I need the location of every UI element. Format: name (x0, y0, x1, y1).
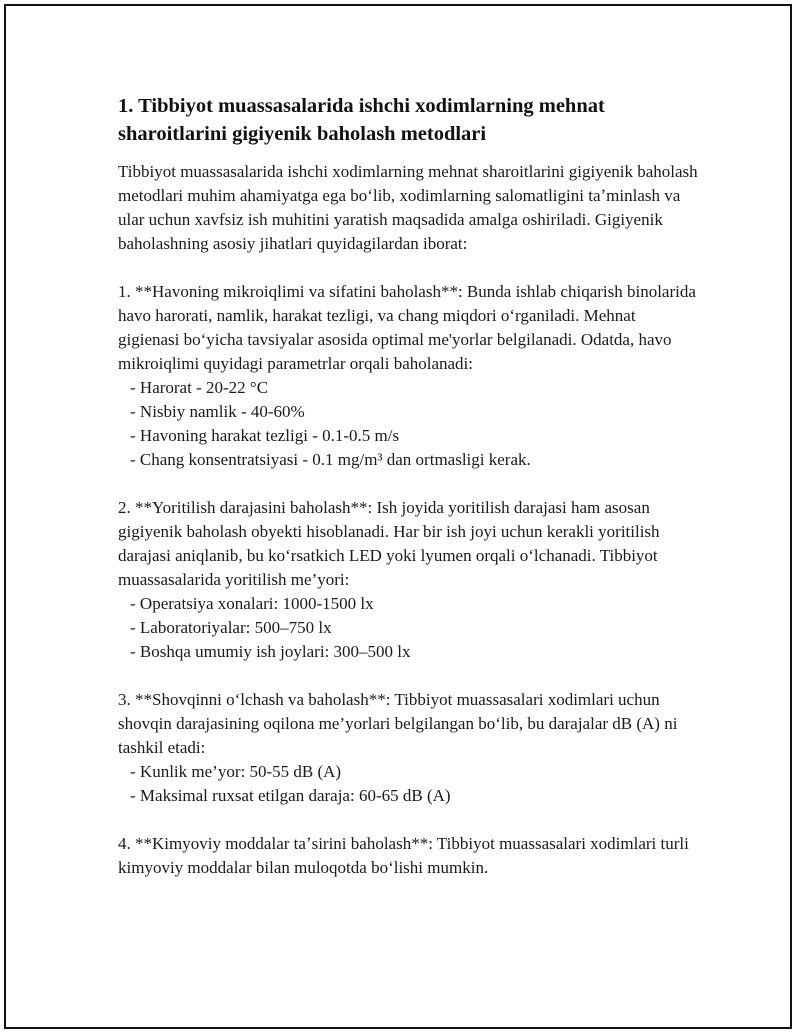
list-item: - Laboratoriyalar: 500–750 lx (130, 618, 332, 637)
list-item: - Harorat - 20-22 °C (130, 378, 269, 397)
intro-paragraph: Tibbiyot muassasalarida ishchi xodimlarning mehnat sharoitlarini gigiyenik baholash metodlari muhim ahamiyatga ega boʻlib, xodimlarning salomatligini taʼminlash va ular uchun xavfsiz ish muhitini yaratish maqsadida amalga oshiriladi. Gigiyenik baholashning asosiy jihatlari quyidagilardan iborat: (118, 162, 698, 253)
list-item: - Operatsiya xonalari: 1000-1500 lx (130, 594, 374, 613)
list-item: - Kunlik me’yor: 50-55 dB (A) (130, 762, 342, 781)
section-text: 3. **Shovqinni oʻlchash va baholash**: Tibbiyot muassasalari xodimlari uchun shovqin darajasining oqilona me’yorlari belgilangan boʻlib, bu darajalar dB (A) ni tashkil etadi: (118, 690, 678, 757)
list-item: - Boshqa umumiy ish joylari: 300–500 lx (130, 642, 411, 661)
list-item: - Nisbiy namlik - 40-60% (130, 402, 305, 421)
list-item: - Chang konsentratsiyasi - 0.1 mg/m³ dan ortmasligi kerak. (130, 450, 531, 469)
document-heading: 1. Tibbiyot muassasalarida ishchi xodimlarning mehnat sharoitlarini gigiyenik baholash metodlari (118, 95, 605, 145)
list-item: - Maksimal ruxsat etilgan daraja: 60-65 dB (A) (130, 786, 451, 805)
document-body (118, 92, 698, 880)
parameter-list (118, 760, 698, 808)
parameter-list (118, 376, 698, 472)
section-chemicals (118, 832, 698, 880)
list-item: - Havoning harakat tezligi - 0.1-0.5 m/s (130, 426, 400, 445)
section-text: 1. **Havoning mikroiqlimi va sifatini baholash**: Bunda ishlab chiqarish binolarida havo harorati, namlik, harakat tezligi, va chang miqdori oʻrganiladi. Mehnat gigienasi boʻyicha tavsiyalar asosida optimal me'yorlar belgilanadi. Odatda, havo mikroiqlimi quyidagi parametrlar orqali baholanadi: (118, 282, 696, 373)
section-text: 4. **Kimyoviy moddalar taʼsirini baholash**: Tibbiyot muassasalari xodimlari turli kimyoviy moddalar bilan muloqotda boʻlishi mumkin. (118, 834, 689, 877)
section-text: 2. **Yoritilish darajasini baholash**: Ish joyida yoritilish darajasi ham asosan gigiyenik baholash obyekti hisoblanadi. Har bir ish joyi uchun kerakli yoritilish darajasi aniqlanib, bu koʻrsatkich LED yoki lyumen orqali oʻlchanadi. Tibbiyot muassasalarida yoritilish me’yori: (118, 498, 660, 589)
section-air-microclimate (118, 280, 698, 472)
parameter-list (118, 592, 698, 664)
section-noise (118, 688, 698, 808)
section-lighting (118, 496, 698, 664)
